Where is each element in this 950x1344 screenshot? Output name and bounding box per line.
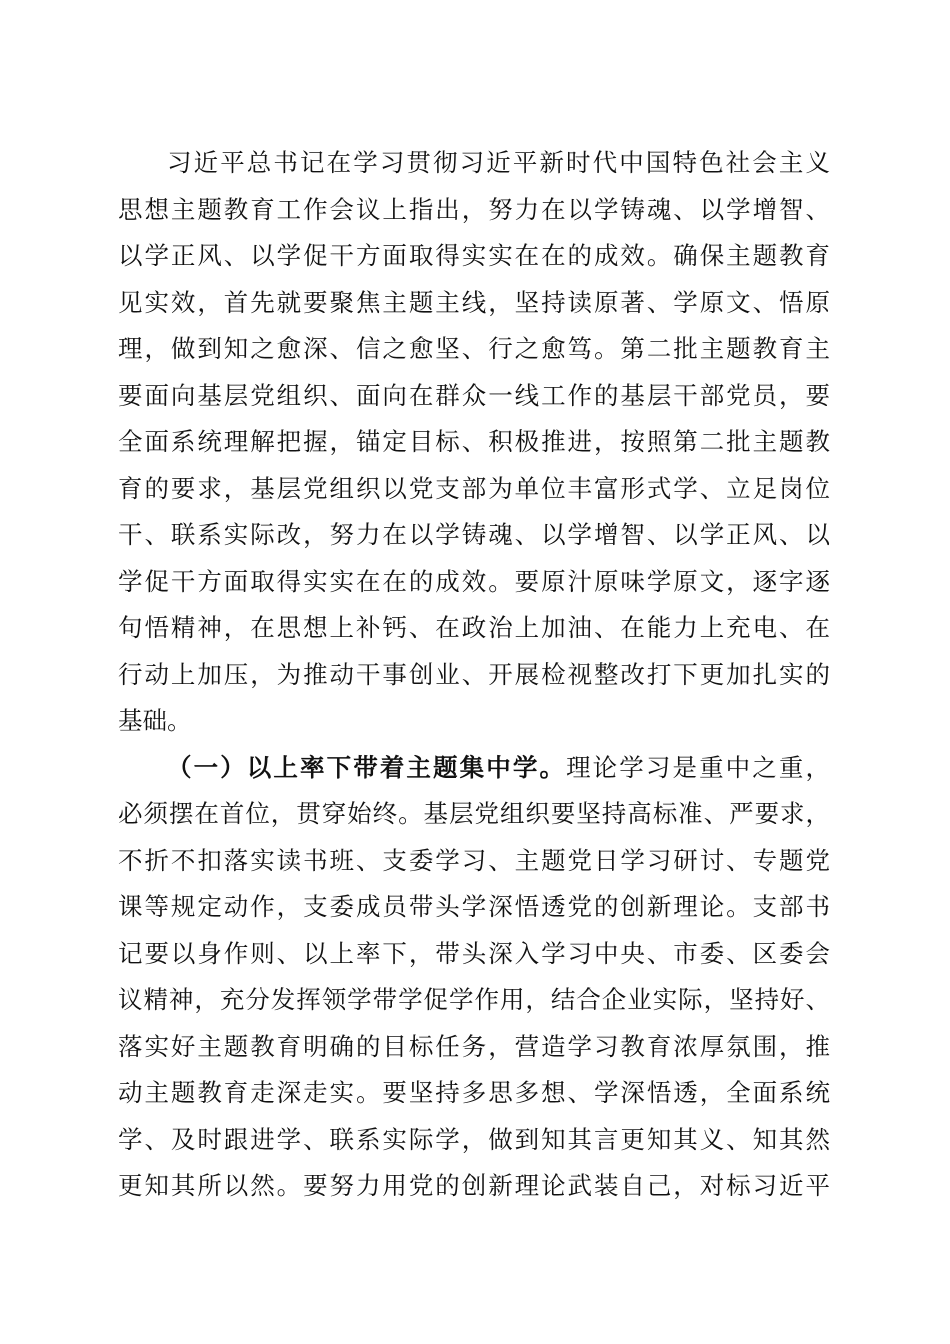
text-line: 学促干方面取得实实在在的成效。要原汁原味学原文，逐字逐 — [118, 566, 830, 596]
document-body — [118, 140, 830, 1210]
text-line: 必须摆在首位，贯穿始终。基层党组织要坚持高标准、严要求， — [118, 799, 830, 828]
text-line: 不折不扣落实读书班、支委学习、主题党日学习研讨、专题党 — [118, 845, 830, 875]
text-line: 议精神，充分发挥领学带学促学作用，结合企业实际，坚持好、 — [118, 985, 830, 1014]
text-line: 干、联系实际改，努力在以学铸魂、以学增智、以学正风、以 — [118, 520, 830, 549]
text-line: 要面向基层党组织、面向在群众一线工作的基层干部党员，要 — [118, 380, 830, 410]
text-line: 全面系统理解把握，锚定目标、积极推进，按照第二批主题教 — [118, 427, 830, 456]
text-line — [118, 745, 830, 792]
text-line: 行动上加压，为推动干事创业、开展检视整改打下更加扎实的 — [118, 659, 830, 689]
section-heading-continuation: 理论学习是重中之重， — [566, 752, 830, 782]
text-line: 理，做到知之愈深、信之愈坚、行之愈笃。第二批主题教育主 — [118, 334, 830, 363]
text-line: 学、及时跟进学、联系实际学，做到知其言更知其义、知其然 — [118, 1124, 830, 1154]
text-line: 动主题教育走深走实。要坚持多思多想、学深悟透，全面系统 — [118, 1078, 830, 1107]
text-line: 记要以身作则、以上率下，带头深入学习中央、市委、区委会 — [118, 938, 830, 968]
text-line: 落实好主题教育明确的目标任务，营造学习教育浓厚氛围，推 — [118, 1031, 830, 1061]
text-line: 习近平总书记在学习贯彻习近平新时代中国特色社会主义 — [167, 148, 830, 177]
text-line: 课等规定动作，支委成员带头学深悟透党的创新理论。支部书 — [118, 892, 830, 921]
text-line: 句悟精神，在思想上补钙、在政治上加油、在能力上充电、在 — [118, 613, 830, 642]
text-line: 育的要求，基层党组织以党支部为单位丰富形式学、立足岗位 — [118, 473, 830, 503]
paragraph-intro — [118, 140, 830, 745]
section-heading: （一）以上率下带着主题集中学。 — [167, 752, 567, 782]
text-line: 见实效，首先就要聚焦主题主线，坚持读原著、学原文、悟原 — [118, 287, 830, 317]
text-line: 思想主题教育工作会议上指出，努力在以学铸魂、以学增智、 — [118, 194, 830, 224]
text-line: 以学正风、以学促干方面取得实实在在的成效。确保主题教育 — [118, 241, 830, 270]
text-line: 更知其所以然。要努力用党的创新理论武装自己，对标习近平 — [118, 1171, 830, 1200]
paragraph-section-one — [118, 745, 830, 1210]
text-line: 基础。 — [118, 706, 192, 735]
